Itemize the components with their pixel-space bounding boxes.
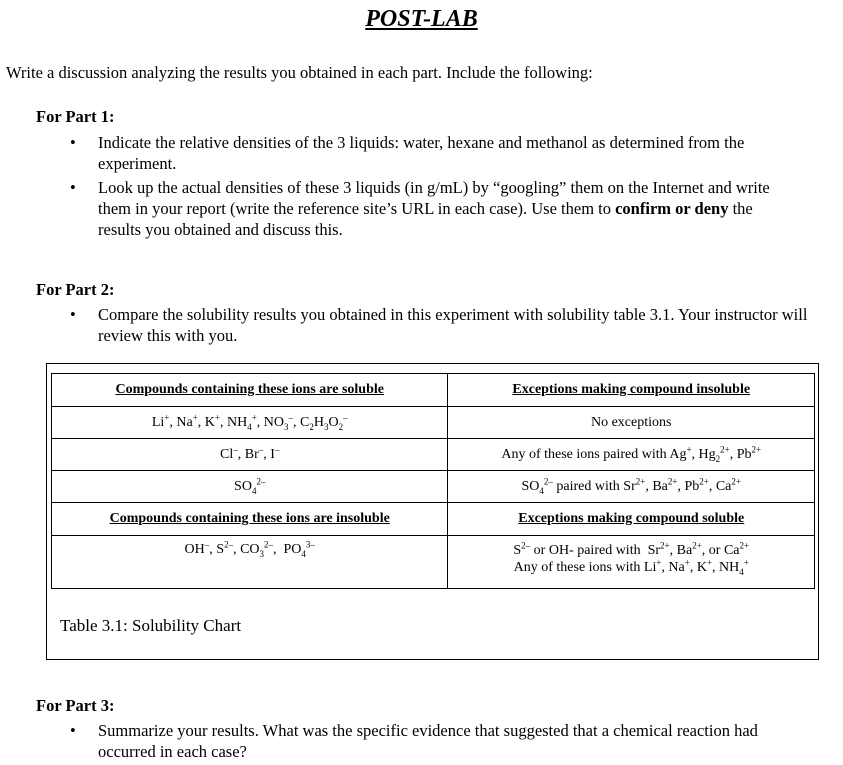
table-caption: Table 3.1: Solubility Chart: [60, 616, 242, 635]
insoluble-ions: OH–, $S^{2-}$, $CO_3^{2-}$, $PO_4^{3-}$: [52, 536, 448, 589]
part1-bullet-2-text-b: the results you obtained and discuss this.: [98, 199, 753, 239]
soluble-ions-2: Cl–, Br–, I–: [52, 439, 448, 471]
exception-halides: Any of these ions paired with Ag+, $Hg_2^{2+}$, $Pb^{2+}$: [448, 439, 815, 471]
part2-heading: For Part 2:: [36, 280, 115, 299]
header-exceptions-soluble: Exceptions making compound soluble: [448, 503, 815, 536]
soluble-ions-3: $SO_4^{2-}$: [52, 471, 448, 503]
table-row: [52, 439, 815, 471]
part2-bullet-1: • Compare the solubility results you obtained in this experiment with solubility table 3.1. Your instructor will review this with you.: [70, 304, 840, 346]
solubility-table: [51, 373, 815, 589]
part1-bullet-1: • Indicate the relative densities of the 3 liquids: water, hexane and methanol as determined from the experiment.: [70, 132, 770, 174]
table-row: [52, 471, 815, 503]
part3-heading: For Part 3:: [36, 696, 115, 715]
no-exceptions: No exceptions: [448, 407, 815, 439]
part1-bullets: [70, 132, 770, 240]
table-row: [52, 407, 815, 439]
part1-heading: For Part 1:: [36, 107, 115, 126]
header-exceptions-insoluble: Exceptions making compound insoluble: [448, 374, 815, 407]
header-soluble: Compounds containing these ions are soluble: [52, 374, 448, 407]
part2-bullets: [70, 304, 840, 346]
exception-soluble: $S^{2-}$ or OH- paired with $Sr^{2+}$, $Ba^{2+}$, or $Ca^{2+}$ Any of these ions with Li+, Na+, K+, $NH_4^+$: [448, 536, 815, 589]
part3-bullets: [70, 720, 790, 762]
soluble-ions-1: Li+, Na+, K+, $NH_4^+$, $NO_3^-$, $C_2H_3O_2^-$: [52, 407, 448, 439]
exception-sulfate: $SO_4^{2-}$ paired with $Sr^{2+}$, $Ba^{2+}$, $Pb^{2+}$, $Ca^{2+}$: [448, 471, 815, 503]
table-row: [52, 536, 815, 589]
part1-bullet-2-text-a: Look up the actual densities of these 3 liquids (in g/mL) by “googling” them on the Internet and write them in your report (write the reference site’s URL in each case). Use them to: [98, 178, 770, 218]
part1-bullet-2-bold: confirm or deny: [615, 199, 729, 218]
intro-text: Write a discussion analyzing the results you obtained in each part. Include the following:: [6, 63, 593, 82]
page-title: POST-LAB: [365, 6, 478, 32]
header-insoluble: Compounds containing these ions are insoluble: [52, 503, 448, 536]
part3-bullet-1: • Summarize your results. What was the specific evidence that suggested that a chemical reaction had occurred in each case?: [70, 720, 790, 762]
part1-bullet-2: [70, 177, 770, 240]
